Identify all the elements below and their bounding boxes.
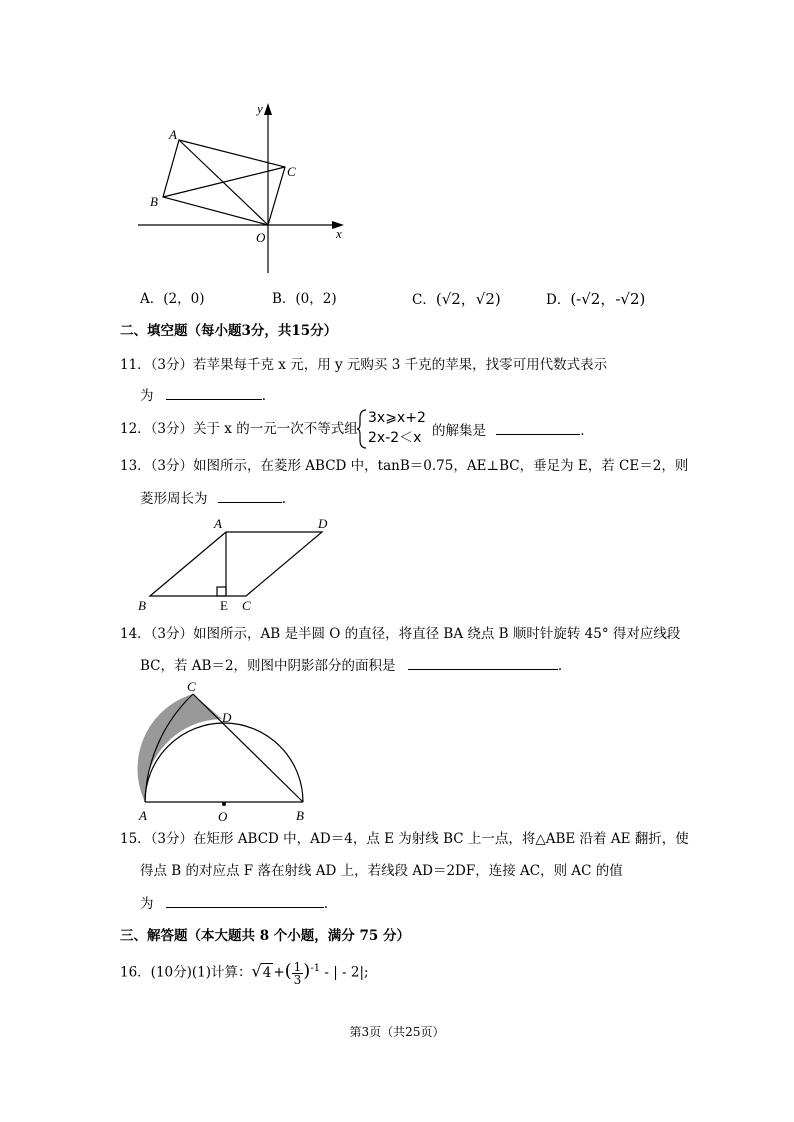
point-o-label: O xyxy=(218,809,228,824)
q16-tail: - | - 2|; xyxy=(320,964,369,981)
q12-inequality-2: 2x-2＜x xyxy=(368,430,422,446)
q13-line2: 菱形周长为 . xyxy=(140,488,286,508)
q14-line2: BC，若 AB＝2，则图中阴影部分的面积是 . xyxy=(140,655,562,675)
q14-answer-blank[interactable] xyxy=(408,655,558,670)
q12-inequality-1: 3x⩾x+2 xyxy=(368,410,426,426)
q12-suffix-text: 的解集是 xyxy=(432,423,486,439)
q16-exponent: -1 xyxy=(310,963,321,974)
option-d-value: (-√2，-√2) xyxy=(570,290,646,308)
left-brace-icon xyxy=(356,408,368,450)
point-c-label: C xyxy=(242,598,251,613)
section-3-heading: 三、解答题（本大题共 8 个小题，满分 75 分） xyxy=(120,928,410,944)
point-b-label: B xyxy=(296,808,304,823)
point-d-label: D xyxy=(318,516,328,531)
q12-prefix: 12．（3分）关于 x 的一元一次不等式组 xyxy=(120,421,358,437)
q14-line2-text: BC，若 AB＝2，则图中阴影部分的面积是 xyxy=(140,658,396,674)
q16-frac-den: 3 xyxy=(293,972,302,987)
q11-line1: 11．（3分）若苹果每千克 x 元，用 y 元购买 3 千克的苹果，找零可用代数式表示 xyxy=(120,357,608,373)
point-e-label: E xyxy=(220,598,228,613)
q13-line1: 13．（3分）如图所示，在菱形 ABCD 中，tanB＝0.75，AE⊥BC，垂足为 E，若 CE＝2，则 xyxy=(120,458,689,474)
q16-prefix: 16．(10分)(1)计算： xyxy=(120,964,252,981)
coordinate-figure xyxy=(130,95,360,280)
sqrt-icon: √ xyxy=(251,961,262,981)
q15-line3: 为 . xyxy=(140,893,328,913)
q11-answer-blank[interactable] xyxy=(166,385,262,400)
point-a-label: A xyxy=(139,808,147,823)
q16-fraction xyxy=(292,961,304,986)
point-a-label: A xyxy=(214,516,222,531)
x-axis-label: x xyxy=(336,226,342,241)
q15-line2: 得点 B 的对应点 F 落在射线 AD 上，若线段 AD＝2DF，连接 AC，则 AC 的值 xyxy=(140,863,623,879)
point-a-label: A xyxy=(169,127,177,142)
rhombus-figure xyxy=(130,512,350,617)
option-d xyxy=(546,290,645,309)
semicircle-figure xyxy=(135,676,325,824)
q13-line2-text: 菱形周长为 xyxy=(140,491,208,507)
page-footer: 第3页（共25页） xyxy=(349,1025,445,1039)
point-d-label: D xyxy=(222,710,232,725)
q11-line2-text: 为 xyxy=(140,388,154,404)
q15-line1: 15．（3分）在矩形 ABCD 中，AD＝4，点 E 为射线 BC 上一点，将△ABE 沿着 AE 翻折，使 xyxy=(120,831,689,847)
option-b: B．(0，2) xyxy=(272,291,337,307)
q15-line3-text: 为 xyxy=(140,896,154,912)
point-c-label: C xyxy=(187,679,196,694)
point-b-label: B xyxy=(138,598,146,613)
section-2-heading: 二、填空题（每小题3分，共15分） xyxy=(120,323,338,339)
q12-suffix: 的解集是 . xyxy=(432,420,585,440)
option-c xyxy=(412,290,501,309)
q12-answer-blank[interactable] xyxy=(496,420,580,435)
option-c-value: (√2，√2) xyxy=(435,290,501,308)
q14-line1: 14．（3分）如图所示，AB 是半圆 O 的直径，将直径 BA 绕点 B 顺时针旋转 45° 得对应线段 xyxy=(120,626,681,642)
q16-plus: + xyxy=(273,964,285,981)
q16-frac-num: 1 xyxy=(293,959,302,974)
option-d-label: D． xyxy=(546,292,571,308)
q13-answer-blank[interactable] xyxy=(218,488,282,503)
point-c-label: C xyxy=(287,164,296,179)
q11-line2: 为 . xyxy=(140,385,266,405)
q16-sqrt-arg: 4 xyxy=(262,964,272,981)
q15-answer-blank[interactable] xyxy=(166,893,324,908)
option-c-label: C． xyxy=(412,292,436,308)
q16-line: 16．(10分)(1)计算：√4 +( $\frac{1}{3}$ )$^{-1}$ - | - 2|; xyxy=(120,959,369,987)
point-b-label: B xyxy=(150,194,158,209)
option-a: A．(2，0) xyxy=(140,291,205,307)
point-o-label: O xyxy=(256,230,266,245)
y-axis-label: y xyxy=(257,101,263,116)
